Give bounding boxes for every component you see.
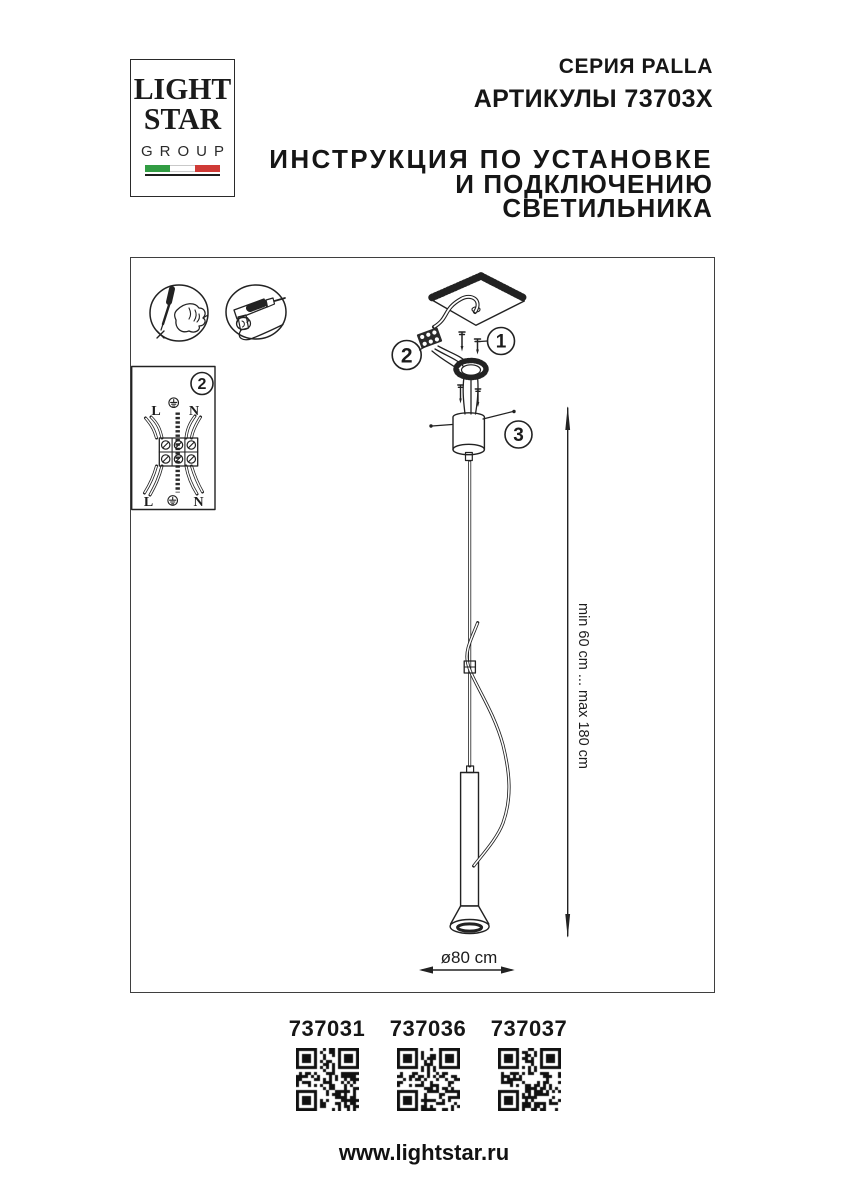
callout-1-number: 1 xyxy=(495,331,507,353)
articles-title: АРТИКУЛЫ 73703X xyxy=(473,85,713,113)
website-url: www.lightstar.ru xyxy=(338,1140,510,1165)
wiring-callout-number: 2 xyxy=(197,376,207,393)
qr-item xyxy=(383,1016,473,1111)
article-number: 737037 xyxy=(490,1016,568,1041)
height-dimension xyxy=(565,406,591,938)
ring-to-canopy-wires xyxy=(463,377,478,414)
drill-icon xyxy=(226,285,286,340)
logo-group: GROUP xyxy=(140,143,231,160)
label-neutral-top: N xyxy=(188,404,200,419)
marking-tool-icon xyxy=(150,285,208,341)
lightstar-logo xyxy=(130,59,235,197)
callout-3-number: 3 xyxy=(513,425,524,446)
installation-diagram xyxy=(131,258,714,992)
callout-2-number: 2 xyxy=(400,344,413,368)
qr-code xyxy=(498,1048,561,1111)
label-line-top: L xyxy=(151,404,161,419)
diagram-frame xyxy=(130,257,715,993)
italian-flag-icon xyxy=(145,165,220,172)
instruction-line-2: И ПОДКЛЮЧЕНИЮ СВЕТИЛЬНИКА xyxy=(455,168,713,223)
article-number: 737031 xyxy=(288,1016,366,1041)
logo-light: LIGHT xyxy=(133,71,232,106)
instruction-title xyxy=(250,144,713,223)
pendant-lamp xyxy=(450,766,489,934)
qr-code xyxy=(296,1048,359,1111)
light-aperture xyxy=(458,924,482,931)
mounting-ring xyxy=(456,361,486,378)
instruction-line-1: ИНСТРУКЦИЯ ПО УСТАНОВКЕ xyxy=(269,144,713,174)
flag-underline xyxy=(145,174,220,176)
decorative-wire xyxy=(467,623,509,866)
header xyxy=(250,55,713,221)
label-neutral-bottom: N xyxy=(193,495,204,510)
logo-star: STAR xyxy=(143,101,222,136)
qr-item xyxy=(484,1016,574,1111)
height-dimension-label: min 60 cm ... max 180 cm xyxy=(575,603,591,769)
diameter-dimension xyxy=(419,948,515,974)
mounting-screws xyxy=(459,332,481,355)
label-line-bottom: L xyxy=(143,495,154,510)
series-title: СЕРИЯ PALLA xyxy=(558,55,713,78)
wiring-diagram xyxy=(132,367,215,511)
qr-code xyxy=(397,1048,460,1111)
qr-item xyxy=(282,1016,372,1111)
diameter-label: ø80 cm xyxy=(440,948,498,967)
canopy xyxy=(453,413,484,461)
article-number: 737036 xyxy=(389,1016,467,1041)
block-to-ring-wires xyxy=(432,346,466,370)
